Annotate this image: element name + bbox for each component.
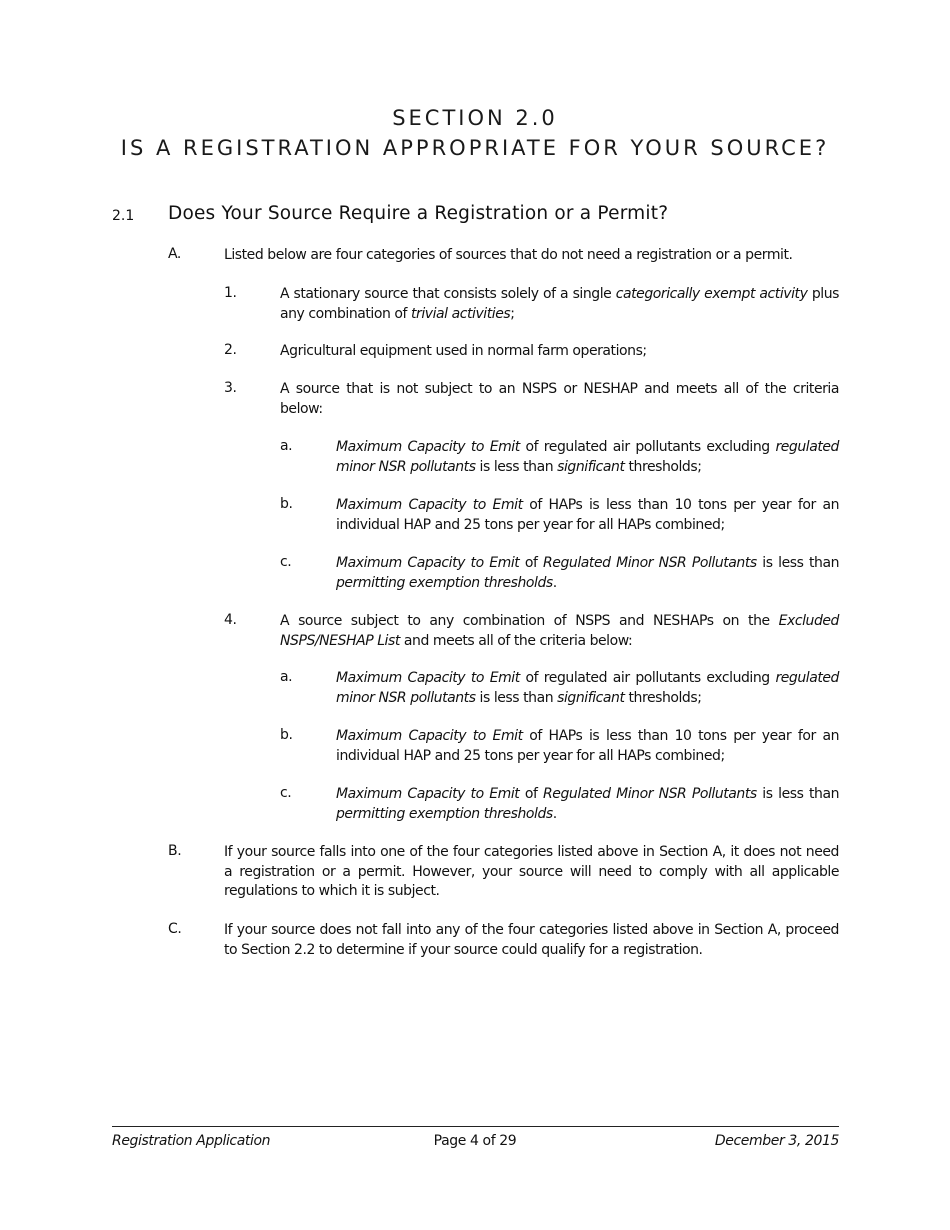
item-3-text: A source that is not subject to an NSPS or NESHAP and meets all of the criteria below: <box>280 381 839 417</box>
item-4-text: A source subject to any combination of NSPS and NESHAPs on the Excluded NSPS/NESHAP List and meets all of the criteria below: <box>280 613 839 649</box>
footer-date: December 3, 2015 <box>714 1133 839 1149</box>
item-b-text: If your source falls into one of the four categories listed above in Section A, it does not need a registration or a permit. However, your source will need to comply with all applicable regulations to which it is subject. <box>224 844 839 899</box>
footer-document-title: Registration Application <box>112 1133 271 1149</box>
item-3a-text: Maximum Capacity to Emit of regulated air pollutants excluding regulated minor NSR pollutants is less than significant thresholds; <box>336 439 839 475</box>
item-2-label: 2. <box>224 342 237 358</box>
subsection-title: Does Your Source Require a Registration or a Permit? <box>168 203 669 224</box>
item-1-label: 1. <box>224 285 237 301</box>
item-3a-label: a. <box>280 438 293 454</box>
item-4b-label: b. <box>280 727 293 743</box>
item-3-label: 3. <box>224 380 237 396</box>
subsection-number: 2.1 <box>112 208 135 224</box>
item-4c-text: Maximum Capacity to Emit of Regulated Minor NSR Pollutants is less than permitting exemption thresholds. <box>336 786 840 822</box>
item-4c-label: c. <box>280 785 292 801</box>
item-4a-text: Maximum Capacity to Emit of regulated air pollutants excluding regulated minor NSR pollutants is less than significant thresholds; <box>336 670 839 706</box>
item-4a-label: a. <box>280 669 293 685</box>
item-3c-label: c. <box>280 554 292 570</box>
item-4-label: 4. <box>224 612 237 628</box>
item-4b-text: Maximum Capacity to Emit of HAPs is less than 10 tons per year for an individual HAP and 25 tons per year for all HAPs combined; <box>336 728 840 764</box>
item-3b-text: Maximum Capacity to Emit of HAPs is less than 10 tons per year for an individual HAP and 25 tons per year for all HAPs combined; <box>336 497 840 533</box>
item-2-text: Agricultural equipment used in normal farm operations; <box>280 343 647 359</box>
item-b-label: B. <box>168 843 182 859</box>
item-c-text: If your source does not fall into any of the four categories listed above in Section A, proceed to Section 2.2 to determine if your source could qualify for a registration. <box>224 922 839 958</box>
item-3b-label: b. <box>280 496 293 512</box>
item-a-label: A. <box>168 246 181 262</box>
section-subheading: IS A REGISTRATION APPROPRIATE FOR YOUR SOURCE? <box>120 136 830 160</box>
item-a-text: Listed below are four categories of sources that do not need a registration or a permit. <box>224 247 793 263</box>
section-heading: SECTION 2.0 <box>392 106 558 130</box>
footer-page-number: Page 4 of 29 <box>433 1133 517 1149</box>
item-c-label: C. <box>168 921 182 937</box>
footer-divider <box>112 1126 839 1127</box>
item-1-text: A stationary source that consists solely of a single categorically exempt activity plus any combination of trivial activities; <box>280 286 839 322</box>
item-3c-text: Maximum Capacity to Emit of Regulated Minor NSR Pollutants is less than permitting exemption thresholds. <box>336 555 840 591</box>
